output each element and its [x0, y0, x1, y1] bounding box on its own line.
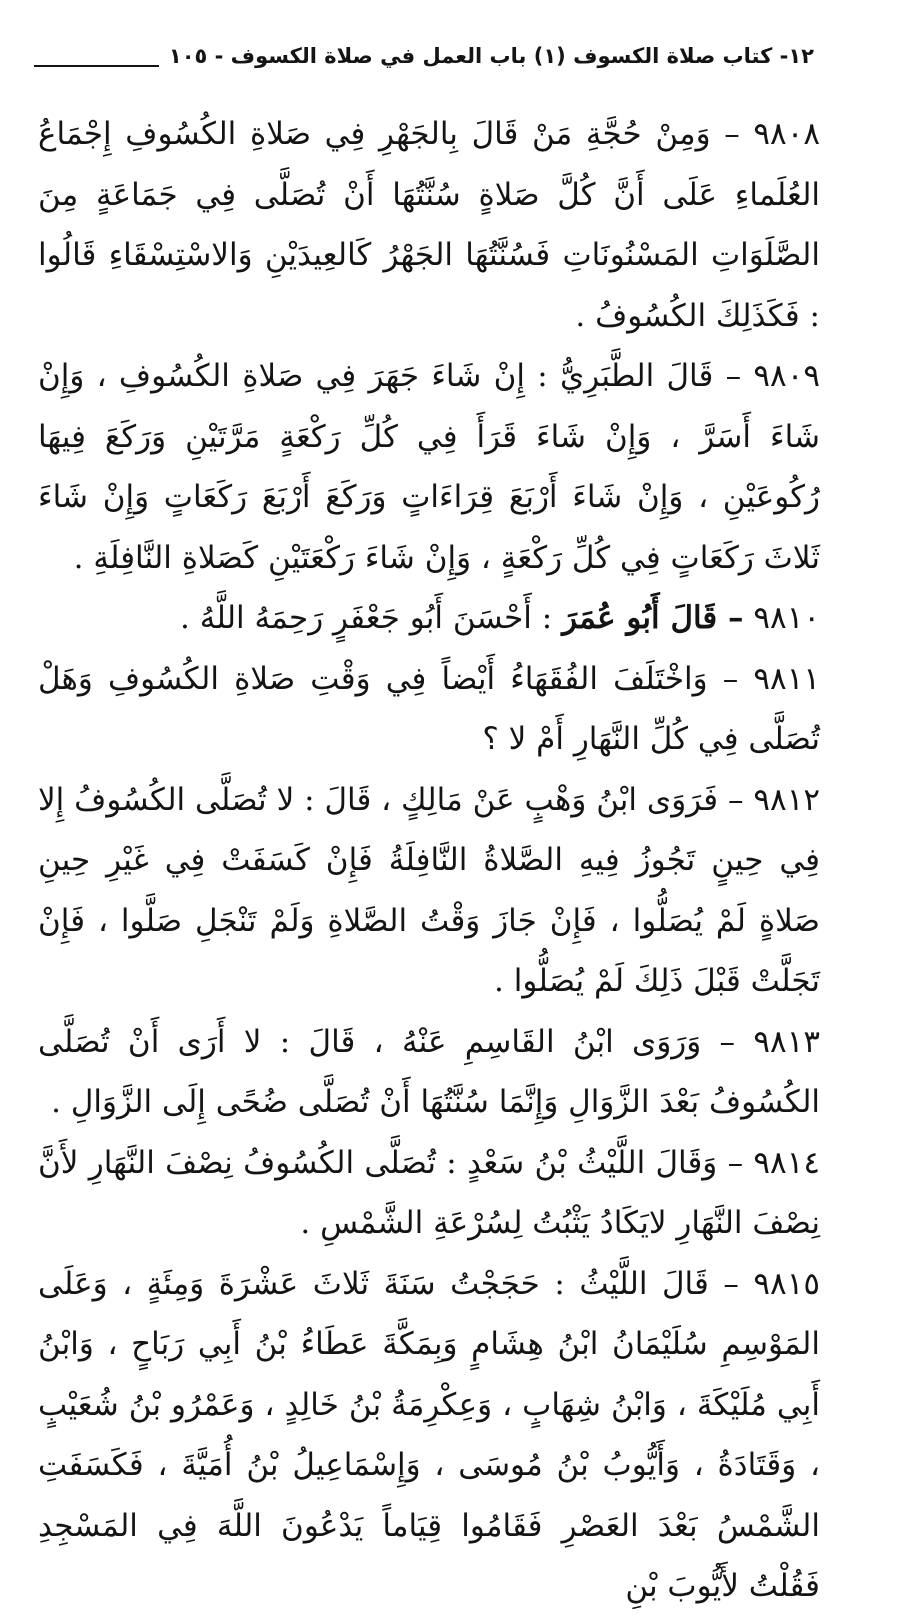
paragraph-number: ٩٨٠٨: [753, 116, 820, 152]
paragraph-9813: [38, 1012, 820, 1133]
paragraph-text: – فَرَوَى ابْنُ وَهْبٍ عَنْ مَالِكٍ ، قَالَ : لا تُصَلَّى الكُسُوفُ إِلا فِي حِينٍ تَجُوزُ فِيهِ الصَّلاةُ النَّافِلَةُ فَإِنْ كَسَفَتْ فِي غَيْرِ حِينِ صَلاةٍ لَمْ يُصَلُّوا ، فَإِنْ جَازَ وَقْتُ الصَّلاةِ وَلَمْ تَنْجَلِ صَلَّوا ، فَإِنْ تَجَلَّتْ قَبْلَ ذَلِكَ لَمْ يُصَلُّوا .: [38, 781, 820, 999]
paragraph-number: ٩٨١٤: [753, 1144, 820, 1181]
paragraph-text: – وَقَالَ اللَّيْثُ بْنُ سَعْدٍ : تُصَلَّى الكُسُوفُ نِصْفَ النَّهَارِ لأَنَّ نِصْفَ النَّهَارِ لايَكَادُ يَثْبُتُ لِسُرْعَةِ الشَّمْسِ .: [38, 1144, 820, 1241]
paragraph-number: ٩٨١١: [753, 660, 820, 697]
paragraph-text: – وَاخْتَلَفَ الفُقَهَاءُ أَيْضاً فِي وَقْتِ صَلاةِ الكُسُوفِ وَهَلْ تُصَلَّى فِي كُلِّ النَّهَارِ أَمْ لا ؟: [38, 660, 820, 757]
paragraph-number: ٩٨٠٩: [753, 358, 820, 394]
paragraph-9812: [38, 770, 820, 1012]
paragraph-9808: [38, 104, 820, 346]
paragraph-9809: [38, 346, 820, 588]
paragraph-number: ٩٨١٣: [753, 1023, 820, 1060]
paragraph-9814: [38, 1133, 820, 1254]
paragraph-speaker: – قَالَ أَبُو عُمَرَ: [562, 600, 744, 636]
paragraph-text: – قَالَ الطَّبَرِيُّ : إِنْ شَاءَ جَهَرَ فِي صَلاةِ الكُسُوفِ ، وَإِنْ شَاءَ أَسَرَّ ، وَإِنْ شَاءَ قَرَأَ فِي كُلِّ رَكْعَةٍ مَرَّتَيْنِ وَرَكَعَ فِيهَا رُكُوعَيْنِ ، وَإِنْ شَاءَ أَرْبَعَ قِرَاءَاتٍ وَرَكَعَ أَرْبَعَ رَكَعَاتٍ وَإِنْ شَاءَ ثَلاثَ رَكَعَاتٍ فِي كُلِّ رَكْعَةٍ ، وَإِنْ شَاءَ رَكْعَتَيْنِ كَصَلاةِ النَّافِلَةِ .: [38, 358, 820, 576]
paragraph-number: ٩٨١٢: [753, 781, 821, 818]
running-header: [34, 36, 814, 76]
paragraph-9815: [38, 1254, 820, 1617]
paragraph-number: ٩٨١٠: [753, 600, 820, 636]
body-text: [38, 104, 820, 1617]
paragraph-text: – قَالَ اللَّيْثُ : حَجَجْتُ سَنَةَ ثَلاثَ عَشْرَةَ وَمِئَةٍ ، وَعَلَى المَوْسِمِ سُلَيْمَانُ ابْنُ هِشَامٍ وَبِمَكَّةَ عَطَاءُ بْنُ أَبِي رَبَاحٍ ، وَابْنُ أَبِي مُلَيْكَةَ ، وَابْنُ شِهَابٍ ، وَعِكْرِمَةُ بْنُ خَالِدٍ ، وَعَمْرُو بْنُ شُعَيْبٍ ، وَقَتَادَةُ ، وَأَيُّوبُ بْنُ مُوسَى ، وَإِسْمَاعِيلُ بْنُ أُمَيَّةَ ، فَكَسَفَتِ الشَّمْسُ بَعْدَ العَصْرِ فَقَامُوا قِيَاماً يَدْعُونَ اللَّهَ فِي المَسْجِدِ فَقُلْتُ لأَيُّوبَ بْنِ: [38, 1265, 820, 1604]
running-header-title: ١٢- كتاب صلاة الكسوف (١) باب العمل في صلاة الكسوف - ١٠٥: [168, 44, 814, 68]
paragraph-text: – وَرَوَى ابْنُ القَاسِمِ عَنْهُ ، قَالَ : لا أَرَى أَنْ تُصَلَّى الكُسُوفُ بَعْدَ الزَّوَالِ وَإِنَّمَا سُنَّتُهَا أَنْ تُصَلَّى ضُحًى إِلَى الزَّوَالِ .: [38, 1023, 820, 1120]
paragraph-number: ٩٨١٥: [753, 1265, 820, 1302]
paragraph-9810: [38, 588, 820, 649]
paragraph-9811: [38, 649, 820, 770]
paragraph-text: – وَمِنْ حُجَّةِ مَنْ قَالَ بِالجَهْرِ فِي صَلاةِ الكُسُوفِ إِجْمَاعُ العُلَماءِ عَلَى أَنَّ كُلَّ صَلاةٍ سُنَّتُهَا أَنْ تُصَلَّى فِي جَمَاعَةٍ مِنَ الصَّلَوَاتِ المَسْنُونَاتِ فَسُنَّتُهَا الجَهْرُ كَالعِيدَيْنِ وَالاسْتِسْقَاءِ قَالُوا : فَكَذَلِكَ الكُسُوفُ .: [38, 116, 820, 334]
paragraph-text: : أَحْسَنَ أَبُو جَعْفَرٍ رَحِمَهُ اللَّهُ .: [179, 600, 553, 636]
header-rule: [34, 65, 159, 67]
